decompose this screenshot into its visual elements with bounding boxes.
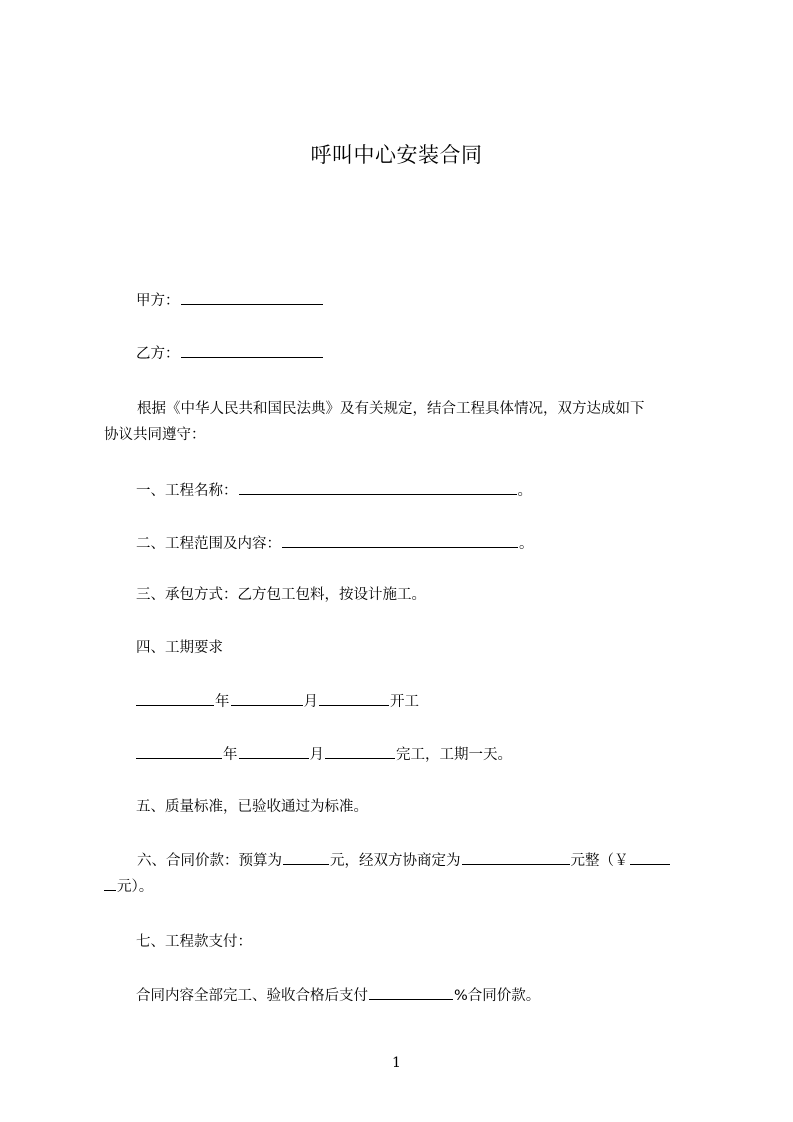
section-1-line [136, 480, 532, 501]
section-6-yuan: 元，经双方协商定为 [330, 853, 461, 869]
section-6-paragraph [104, 848, 704, 900]
end-month-label: 月 [309, 747, 324, 763]
section-7-text [136, 985, 540, 1006]
section-4-heading: 四、工期要求 [136, 640, 223, 656]
party-b-line [136, 343, 324, 364]
agreed-price-blank[interactable] [462, 850, 570, 865]
start-day-blank[interactable] [319, 691, 389, 706]
intro-line-2: 协议共同遵守： [104, 427, 206, 443]
payment-text: 合同内容全部完工、验收合格后支付 [136, 988, 368, 1004]
intro-line-1: 根据《中华人民共和国民法典》及有关规定，结合工程具体情况，双方达成如下 [137, 401, 645, 417]
intro-paragraph [104, 396, 704, 448]
end-year-blank[interactable] [136, 744, 222, 759]
payment-percent-blank[interactable] [369, 985, 453, 1000]
price-figure-blank[interactable] [630, 850, 670, 865]
end-year-label: 年 [223, 747, 238, 763]
start-month-blank[interactable] [231, 691, 303, 706]
section-1-end: 。 [517, 483, 532, 499]
section-3-line: 三、承包方式：乙方包工包料，按设计施工。 [136, 587, 426, 603]
project-scope-blank[interactable] [282, 533, 518, 548]
start-text: 开工 [390, 694, 419, 710]
section-2-line [136, 533, 534, 554]
section-5-line: 五、质量标准，已验收通过为标准。 [136, 799, 368, 815]
document-title: 呼叫中心安装合同 [310, 143, 483, 167]
party-a-line [136, 290, 324, 311]
budget-blank[interactable] [283, 850, 329, 865]
end-date-line [136, 744, 512, 765]
payment-text-end: %合同价款。 [454, 988, 541, 1004]
party-a-blank[interactable] [181, 290, 323, 305]
price-figure-blank-cont[interactable] [104, 876, 116, 891]
section-2-label: 二、工程范围及内容： [136, 536, 281, 552]
start-year-label: 年 [215, 694, 230, 710]
end-day-blank[interactable] [325, 744, 395, 759]
section-6-label: 六、合同价款：预算为 [137, 853, 282, 869]
section-7-heading: 七、工程款支付： [136, 934, 252, 950]
party-a-label: 甲方： [136, 293, 180, 309]
end-text: 完工，工期一天。 [396, 747, 512, 763]
party-b-blank[interactable] [181, 343, 323, 358]
start-date-line [136, 691, 419, 712]
section-2-end: 。 [519, 536, 534, 552]
end-month-blank[interactable] [239, 744, 309, 759]
page-number: 1 [392, 1055, 401, 1071]
start-month-label: 月 [303, 694, 318, 710]
start-year-blank[interactable] [136, 691, 214, 706]
section-6-whole: 元整（￥ [570, 853, 629, 869]
section-1-label: 一、工程名称： [136, 483, 238, 499]
section-6-tail: 元）。 [117, 879, 154, 895]
project-name-blank[interactable] [239, 480, 517, 495]
party-b-label: 乙方： [136, 346, 180, 362]
